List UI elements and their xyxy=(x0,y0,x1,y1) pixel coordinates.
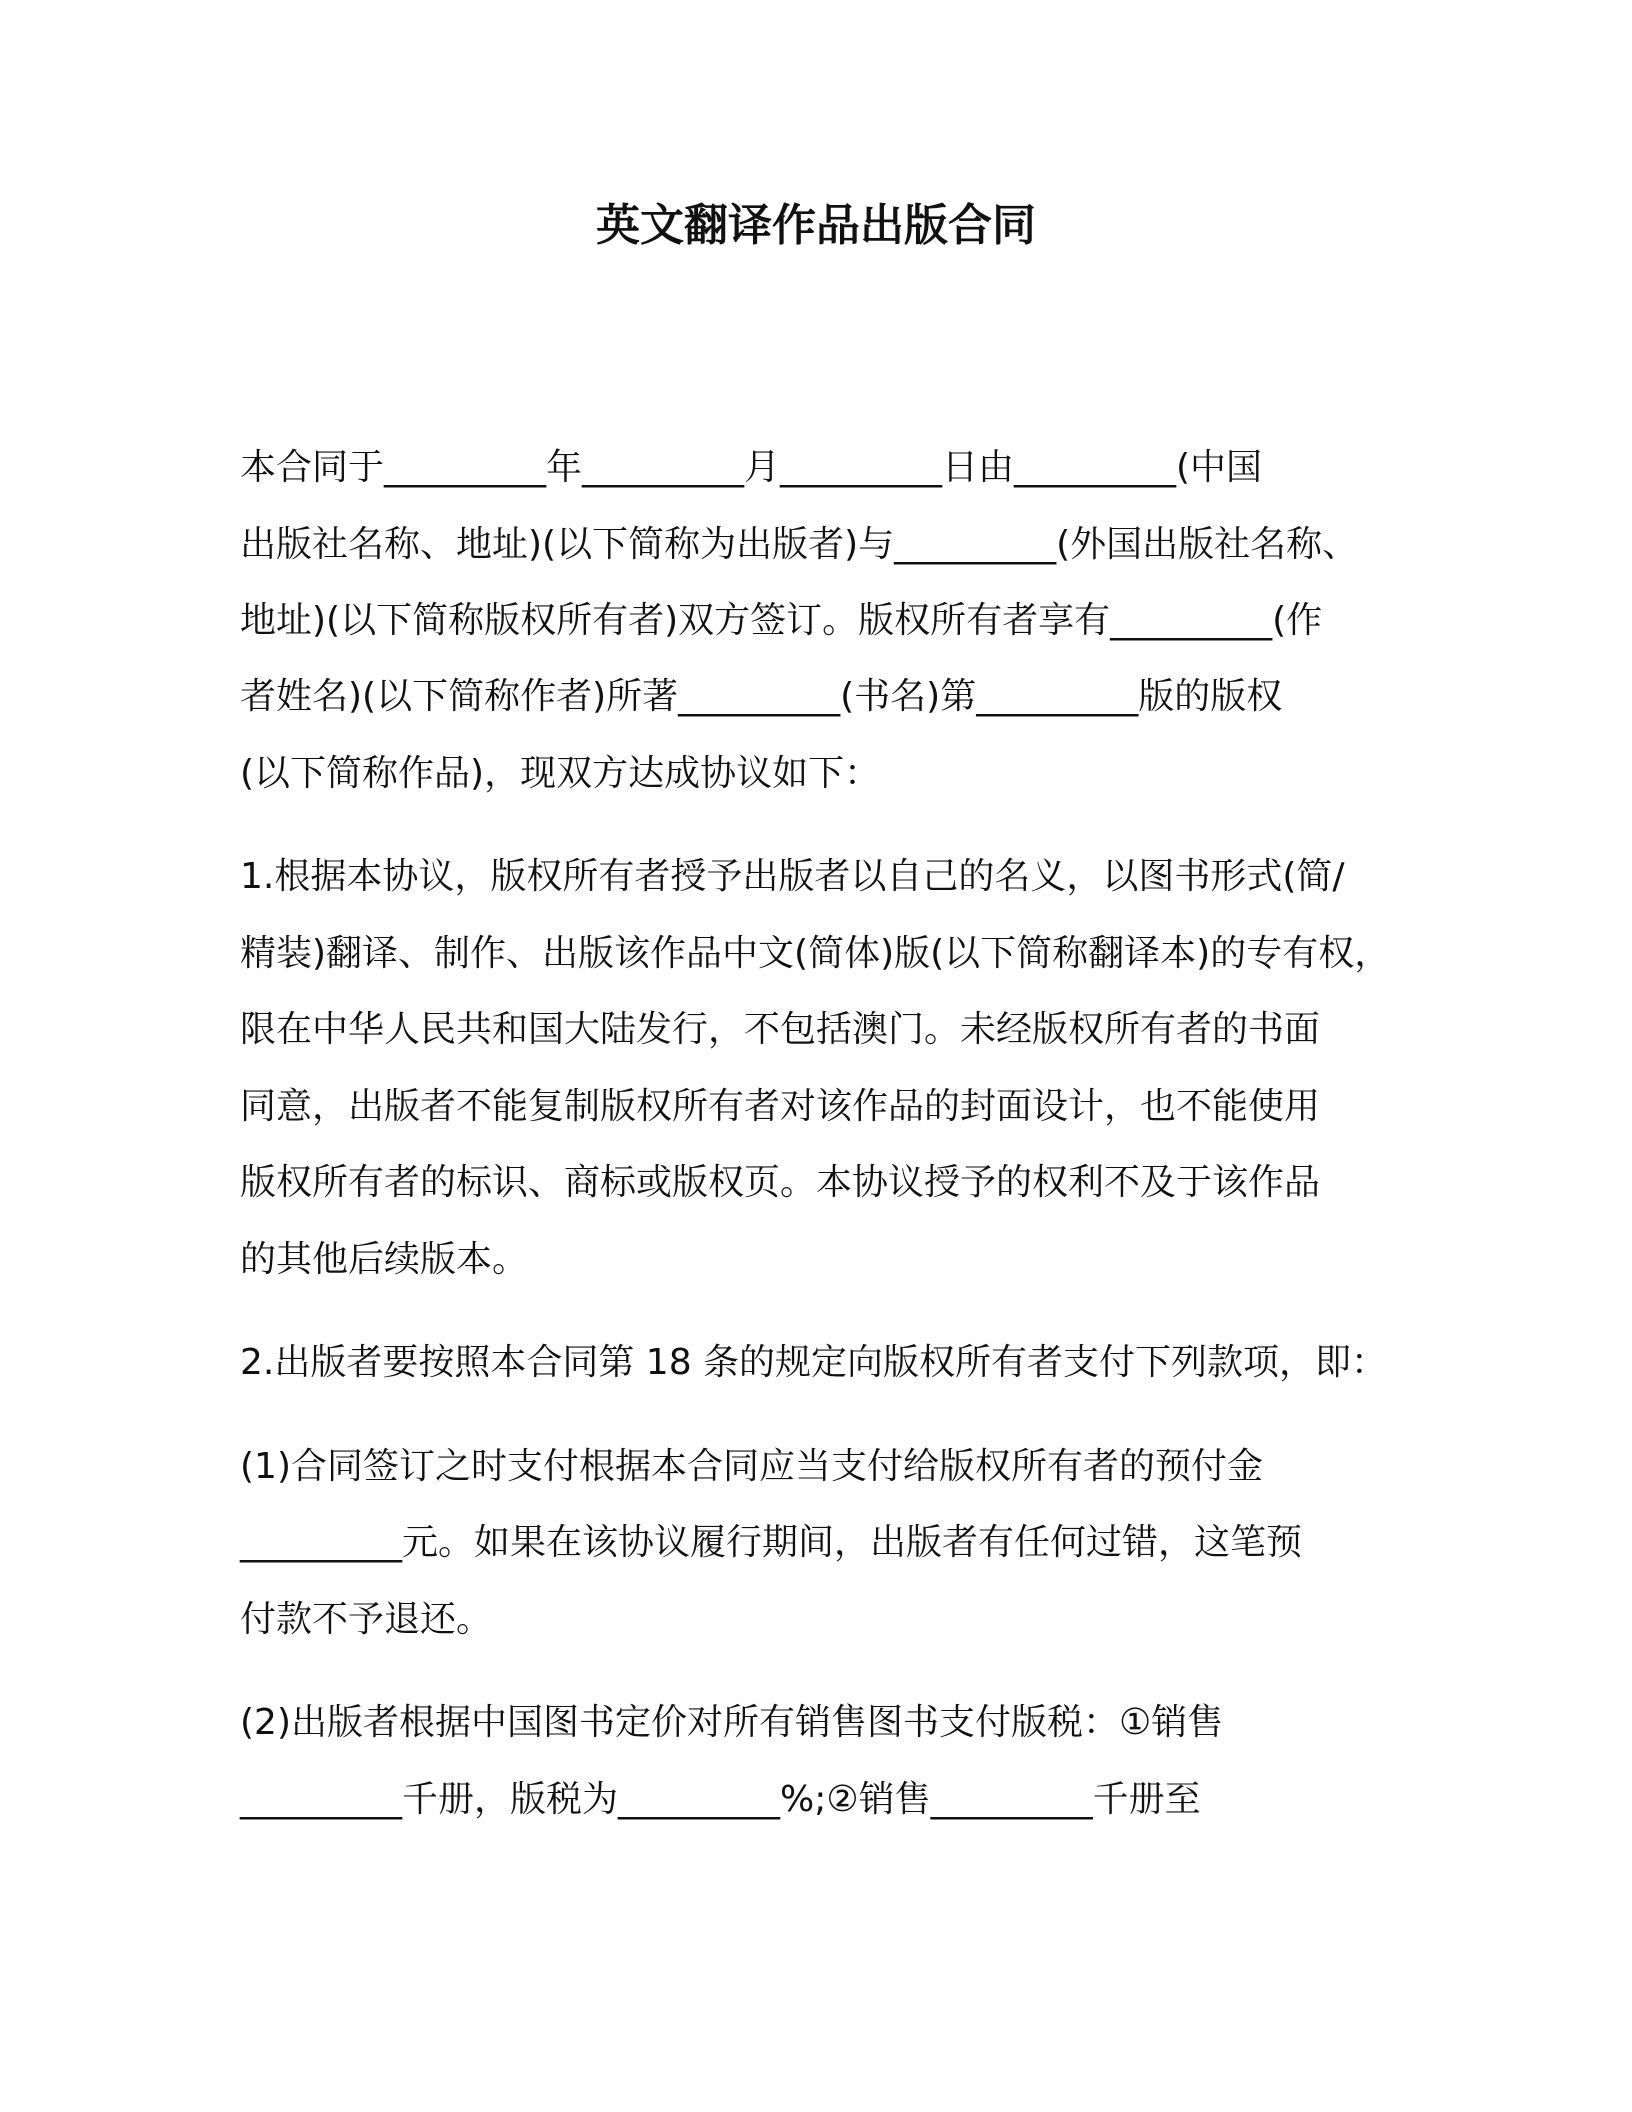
document-title: 英文翻译作品出版合同 xyxy=(596,200,1036,251)
paragraph-line: 的其他后续版本。 xyxy=(240,1239,529,1280)
paragraph-line: (2)出版者根据中国图书定价对所有销售图书支付版税：①销售 xyxy=(240,1702,1224,1743)
paragraph-line: 地址)(以下简称版权所有者)双方签订。版权所有者享有_________(作 xyxy=(240,600,1323,641)
paragraph-line: 者姓名)(以下简称作者)所著_________(书名)第_________版的版权 xyxy=(240,676,1283,717)
paragraph-line: _________元。如果在该协议履行期间，出版者有任何过错，这笔预 xyxy=(240,1522,1303,1563)
paragraph-line: _________千册，版税为_________%;②销售_________千册至 xyxy=(240,1779,1201,1820)
paragraph-line: 出版社名称、地址)(以下简称为出版者)与_________(外国出版社名称、 xyxy=(240,524,1359,565)
paragraph-line: 1.根据本协议，版权所有者授予出版者以自己的名义，以图书形式(简/ xyxy=(240,856,1345,897)
paragraph-line: (1)合同签订之时支付根据本合同应当支付给版权所有者的预付金 xyxy=(240,1446,1263,1487)
paragraph-line: 2.出版者要按照本合同第 18 条的规定向版权所有者支付下列款项，即： xyxy=(240,1342,1388,1383)
paragraph-line: 同意，出版者不能复制版权所有者对该作品的封面设计，也不能使用 xyxy=(240,1086,1321,1127)
paragraph-line: (以下简称作品)，现双方达成协议如下： xyxy=(240,753,881,794)
paragraph-line: 本合同于_________年_________月_________日由_________(中国 xyxy=(240,447,1263,488)
paragraph-line: 限在中华人民共和国大陆发行，不包括澳门。未经版权所有者的书面 xyxy=(240,1009,1321,1050)
paragraph-line: 精装)翻译、制作、出版该作品中文(简体)版(以下简称翻译本)的专有权， xyxy=(240,933,1391,974)
paragraph-line: 付款不予退还。 xyxy=(240,1599,493,1640)
paragraph-line: 版权所有者的标识、商标或版权页。本协议授予的权利不及于该作品 xyxy=(240,1162,1321,1203)
